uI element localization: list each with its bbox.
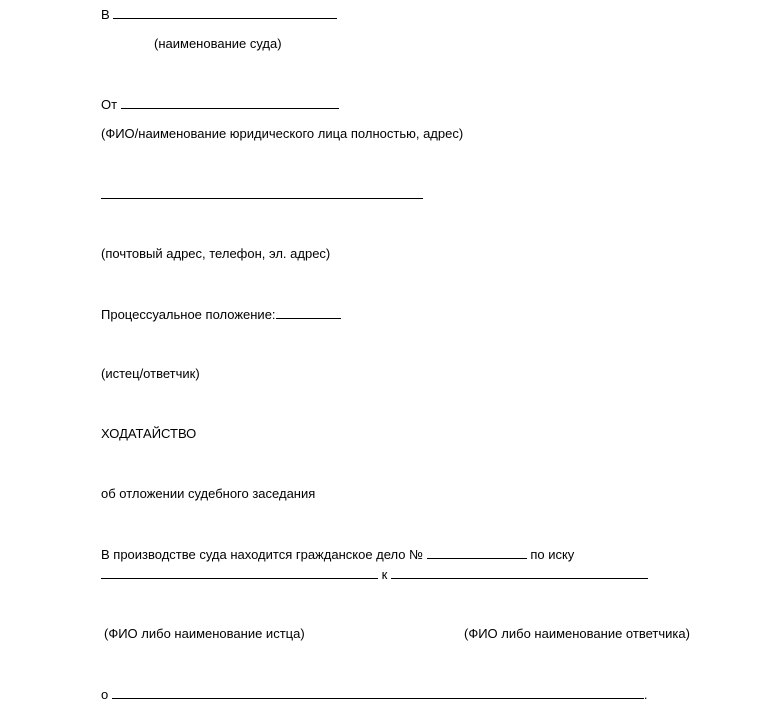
from-blank[interactable] xyxy=(121,96,339,109)
case-suffix: по иску xyxy=(530,547,575,562)
versus-label: к xyxy=(381,567,388,582)
about-line xyxy=(101,686,647,703)
defendant-caption: (ФИО либо наименование ответчика) xyxy=(464,626,690,641)
from-prefix: От xyxy=(101,97,118,112)
status-caption: (истец/ответчик) xyxy=(101,366,200,381)
court-line xyxy=(101,6,337,23)
address-blank[interactable] xyxy=(101,186,423,199)
parties-line xyxy=(101,566,648,583)
status-line xyxy=(101,306,341,323)
plaintiff-caption: (ФИО либо наименование истца) xyxy=(104,626,305,641)
to-prefix: В xyxy=(101,7,110,22)
from-caption: (ФИО/наименование юридического лица полностью, адрес) xyxy=(101,126,464,141)
address-line xyxy=(101,186,423,203)
defendant-blank[interactable] xyxy=(391,566,648,579)
case-number-blank[interactable] xyxy=(427,546,527,559)
about-end: . xyxy=(643,687,648,702)
plaintiff-blank[interactable] xyxy=(101,566,378,579)
case-prefix: В производстве суда находится гражданское дело № xyxy=(101,547,424,562)
document-subject: об отложении судебного заседания xyxy=(101,486,316,501)
contacts-caption: (почтовый адрес, телефон, эл. адрес) xyxy=(101,246,331,261)
document-heading: ХОДАТАЙСТВО xyxy=(101,426,197,441)
about-prefix: о xyxy=(101,687,109,702)
status-blank[interactable] xyxy=(276,306,341,319)
court-caption: (наименование суда) xyxy=(154,36,282,51)
from-line xyxy=(101,96,339,113)
status-label: Процессуальное положение: xyxy=(101,307,276,322)
court-blank[interactable] xyxy=(113,6,337,19)
about-blank[interactable] xyxy=(112,686,644,699)
case-line xyxy=(101,546,574,563)
